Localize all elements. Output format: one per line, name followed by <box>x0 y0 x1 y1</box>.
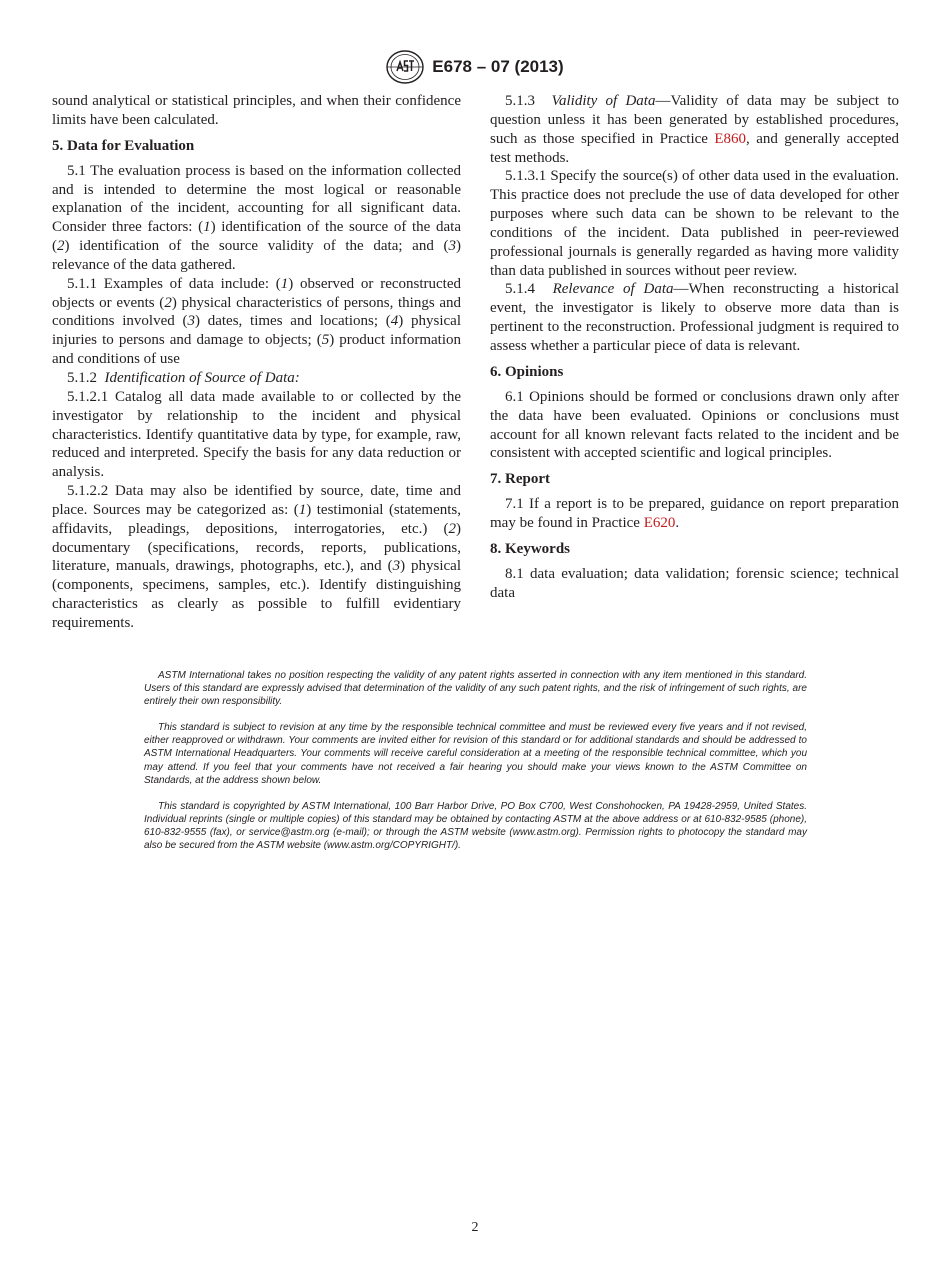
section-5-heading: 5. Data for Evaluation <box>52 137 195 154</box>
page-header <box>0 50 950 84</box>
paragraph-7-1: 7.1 If a report is to be prepared, guidance on report preparation may be found in Practice E620. <box>490 496 899 532</box>
copyright-notice: This standard is copyrighted by ASTM International, 100 Barr Harbor Drive, PO Box C700, West Conshohocken, PA 19428-2959, United States. Individual reprints (single or multiple copies) of this standard may be obtained by contacting ASTM at the above address or at 610-832-9585 (phone), 610-832-9555 (fax), or service@astm.org (e-mail); or through the ASTM website (www.astm.org). Permission rights to photocopy the standard may also be secured from the ASTM website (www.astm.org/COPYRIGHT/). <box>144 800 807 852</box>
paragraph-5-1-2-1: 5.1.2.1 Catalog all data made available to or collected by the investigator by relationship to the incident and physical characteristics. Identify quantitative data by type, for example, raw, reduced and interpreted. Specify the basis for any data reduction or analysis. <box>52 388 461 481</box>
legal-notices <box>144 669 807 865</box>
paragraph-5-1-1: 5.1.1 Examples of data include: (1) observed or reconstructed objects or events (2) physical characteristics of persons, things and conditions involved (3) dates, times and locations; (4) physical injuries to persons and damage to objects; (5) product information and conditions of use <box>52 275 461 368</box>
continued-paragraph: sound analytical or statistical principles, and when their confidence limits have been calculated. <box>52 93 461 128</box>
right-column <box>490 92 899 603</box>
paragraph-8-1: 8.1 data evaluation; data validation; forensic science; technical data <box>490 565 899 601</box>
paragraph-5-1-4: 5.1.4 Relevance of Data—When reconstructing a historical event, the investigator is likely to observe more data than is pertinent to the reconstruction. Professional judgment is required to assess whether a particular piece of data is relevant. <box>490 281 899 354</box>
document-designation: E678 – 07 (2013) <box>432 57 564 76</box>
revision-notice: This standard is subject to revision at any time by the responsible technical committee and must be reviewed every five years and if not revised, either reapproved or withdrawn. Your comments are invited either for revision of this standard or for additional standards and should be addressed to ASTM International Headquarters. Your comments will receive careful consideration at a meeting of the responsible technical committee, which you may attend. If you feel that your comments have not received a fair hearing you should make your views known to the ASTM Committee on Standards, at the address shown below. <box>144 722 807 786</box>
paragraph-5-1: 5.1 The evaluation process is based on the information collected and is intended to determine the most logical or reasonable explanation of the incident, accounting for all significant data. Consider three factors: (1) identification of the source of the data (2) identification of the source validity of the data; and (3) relevance of the data gathered. <box>52 162 461 273</box>
left-column <box>52 92 461 633</box>
page-number: 2 <box>471 1220 479 1235</box>
paragraph-5-1-3: 5.1.3 Validity of Data—Validity of data may be subject to question unless it has been generated by established procedures, such as those specified in Practice E860, and generally accepted test methods. <box>490 93 900 166</box>
astm-logo <box>386 50 424 84</box>
section-6-heading: 6. Opinions <box>490 363 564 380</box>
paragraph-5-1-2-2: 5.1.2.2 Data may also be identified by source, date, time and place. Sources may be categorized as: (1) testimonial (statements, affidavits, pleadings, depositions, interrogatories, etc.) (2) documentary (specifications, records, reports, publications, literature, manuals, drawings, photographs, etc.), and (3) physical (components, specimens, samples, etc.). Identify distinguishing characteristics as clearly as possible to fulfill evidentiary requirements. <box>52 483 462 631</box>
section-7-heading: 7. Report <box>490 471 550 488</box>
section-8-heading: 8. Keywords <box>490 540 570 557</box>
paragraph-5-1-2: 5.1.2 Identification of Source of Data: <box>67 369 300 386</box>
e860-link[interactable]: E860 <box>714 130 747 147</box>
e620-link[interactable]: E620 <box>643 515 676 532</box>
patent-notice: ASTM International takes no position respecting the validity of any patent rights asserted in connection with any item mentioned in this standard. Users of this standard are expressly advised that determination of the validity of any such patent rights, and the risk of infringement of such rights, are entirely their own responsibility. <box>144 670 807 708</box>
paragraph-5-1-3-1: 5.1.3.1 Specify the source(s) of other data used in the evaluation. This practice does not preclude the use of data developed for other purposes where such data can be shown to be relevant to the conditions of the incident. Data published in peer-reviewed professional journals is generally regarded as having more validity than data published in sources without peer review. <box>490 168 899 279</box>
paragraph-6-1: 6.1 Opinions should be formed or conclusions drawn only after the data have been evaluated. Opinions or conclusions must account for all known relevant facts related to the incident and be consistent with accepted scientific and logical principles. <box>490 388 899 462</box>
